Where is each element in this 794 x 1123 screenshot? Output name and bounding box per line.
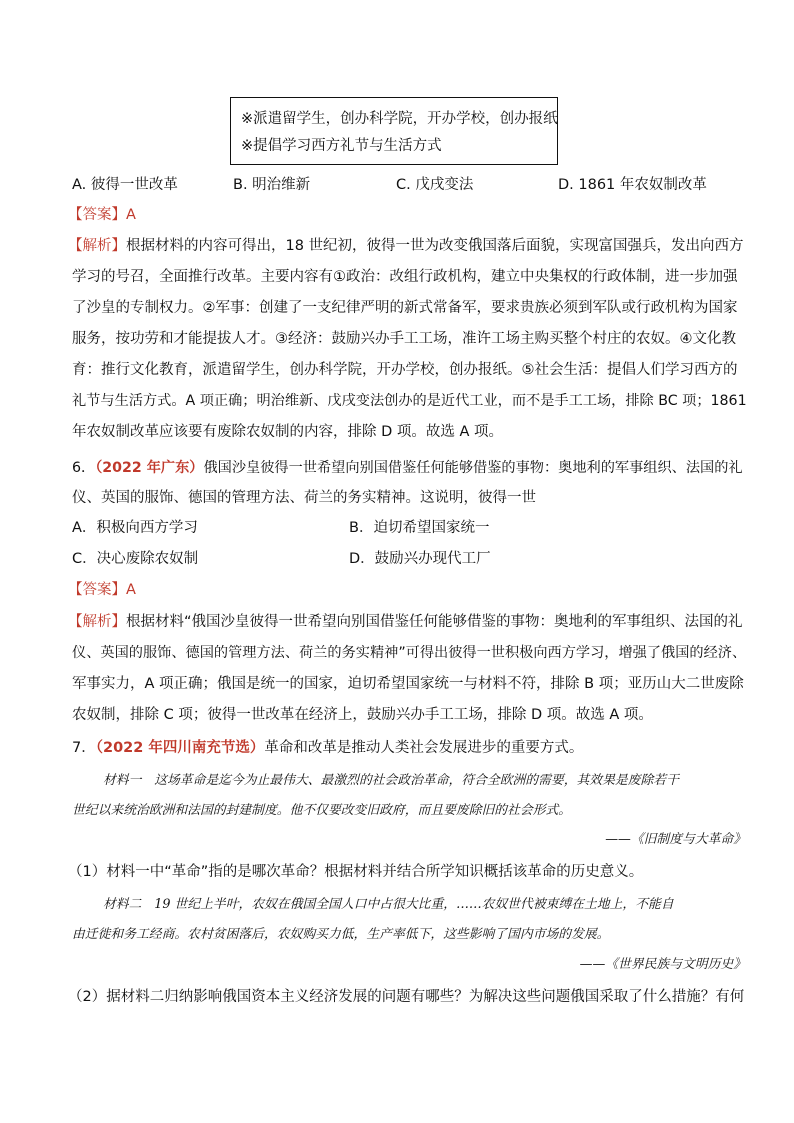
q6-stem: 6．（2022 年广东）俄国沙皇彼得一世希望向别国借鉴任何能够借鉴的事物：奥地利的军事组织、法国的礼 [72, 460, 743, 476]
q6-option-d: D．鼓励兴办现代工厂 [349, 551, 491, 567]
q5-analysis-line: 年农奴制改革应该要有废除农奴制的内容，排除 D 项。故选 A 项。 [72, 424, 504, 440]
q7-subquestion-2: （2）据材料二归纳影响俄国资本主义经济发展的问题有哪些？为解决这些问题俄国采取了什么措施？有何 [68, 989, 745, 1005]
q6-analysis-line: 农奴制，排除 C 项；彼得一世改革在经济上，鼓励兴办手工工场，排除 D 项。故选 A 项。 [72, 707, 653, 723]
question-source: （2022 年四川南充节选） [95, 740, 265, 756]
material-box [230, 97, 558, 165]
q5-analysis-line: 礼节与生活方式。A 项正确；明治维新、戊戌变法创办的是近代工业，而不是手工工场，排除 BC 项；1861 [72, 393, 747, 409]
q5-option-b: B. 明治维新 [233, 177, 311, 193]
q5-analysis-line: 服务，按功劳和才能提拔人才。③经济：鼓励兴办手工工场，准许工场主购买整个村庄的农奴。④文化教 [72, 331, 736, 347]
material-1-line: 材料一 这场革命是迄今为止最伟大、最激烈的社会政治革命，符合全欧洲的需要，其效果是废除若干 [103, 773, 679, 788]
q6-analysis-line: 军事实力，A 项正确；俄国是统一的国家，迫切希望国家统一与材料不符，排除 B 项；亚历山大二世废除 [72, 676, 744, 692]
material-2-line: 由迁徙和务工经商。农村贫困落后，农奴购买力低，生产率低下，这些影响了国内市场的发展。 [72, 927, 610, 942]
q5-analysis-line: 了沙皇的专制权力。②军事：创建了一支纪律严明的新式常备军，要求贵族必须到军队或行政机构为国家 [72, 300, 738, 316]
material-1-line: 世纪以来统治欧洲和法国的封建制度。他不仅要改变旧政府，而且要废除旧的社会形式。 [72, 803, 572, 818]
q5-answer [68, 205, 136, 225]
material-box-line: ※派遣留学生，创办科学院，开办学校，创办报纸 [241, 111, 558, 127]
q7-subquestion-1: （1）材料一中“革命”指的是哪次革命？根据材料并结合所学知识概括该革命的历史意义。 [68, 864, 644, 880]
q6-option-a: A．积极向西方学习 [72, 520, 198, 536]
q7-stem: 7．（2022 年四川南充节选）革命和改革是推动人类社会发展进步的重要方式。 [72, 740, 584, 756]
q5-analysis-line: 【解析】根据材料的内容可得出，18 世纪初，彼得一世为改变俄国落后面貌，实现富国强兵，发出向西方 [68, 238, 744, 254]
material-1-source: ——《旧制度与大革命》 [605, 832, 746, 847]
q5-analysis-line: 学习的号召，全面推行改革。主要内容有①政治：改组行政机构，建立中央集权的行政体制，进一步加强 [72, 269, 738, 285]
q6-option-c: C．决心废除农奴制 [72, 551, 199, 567]
question-number: 6． [72, 460, 96, 476]
answer-tag: 【答案】 [68, 207, 126, 223]
answer-tag: 【答案】 [68, 582, 126, 598]
q5-analysis-line: 育：推行文化教育，派遣留学生，创办科学院，开办学校，创办报纸。⑤社会生活：提倡人们学习西方的 [72, 362, 738, 378]
material-2-line: 材料二 19 世纪上半叶，农奴在俄国全国人口中占很大比重，……农奴世代被束缚在土地上，不能自 [103, 897, 674, 912]
analysis-tag: 【解析】 [68, 238, 126, 254]
q6-stem-line: 仪、英国的服饰、德国的管理方法、荷兰的务实精神。这说明，彼得一世 [72, 490, 536, 506]
answer-value: A [126, 582, 136, 598]
q6-analysis-line: 仪、英国的服饰、德国的管理方法、荷兰的务实精神”可得出彼得一世积极向西方学习，增强了俄国的经济、 [72, 645, 747, 661]
q5-option-d: D. 1861 年农奴制改革 [558, 177, 707, 193]
q6-analysis-line: 【解析】根据材料“俄国沙皇彼得一世希望向别国借鉴任何能够借鉴的事物：奥地利的军事组织、法国的礼 [68, 614, 743, 630]
answer-value: A [126, 207, 136, 223]
question-number: 7． [72, 740, 96, 756]
material-box-line: ※提倡学习西方礼节与生活方式 [241, 138, 442, 154]
q6-answer [68, 580, 136, 600]
question-source: （2022 年广东） [95, 460, 204, 476]
q5-option-a: A. 彼得一世改革 [72, 177, 178, 193]
q6-option-b: B．迫切希望国家统一 [349, 520, 490, 536]
q5-option-c: C. 戊戌变法 [396, 177, 474, 193]
analysis-tag: 【解析】 [68, 614, 126, 630]
material-2-source: ——《世界民族与文明历史》 [579, 957, 746, 972]
